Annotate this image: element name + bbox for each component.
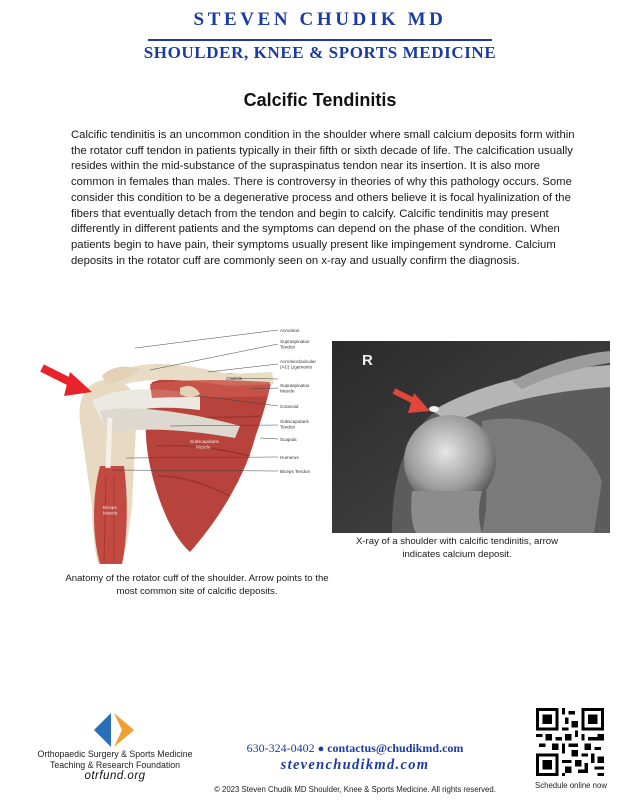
label-supraspinatus-tendon: Supraspinatus — [280, 339, 310, 344]
label-biceps-tendon: Biceps Tendon — [280, 469, 311, 474]
email-link[interactable]: contactus@chudikmd.com — [327, 741, 464, 755]
shoulder-xray-image — [332, 341, 610, 533]
brand-name: STEVEN CHUDIK MD — [193, 9, 447, 30]
label-coracoid: Coracoid — [280, 404, 299, 409]
label-clavicle: Clavicle — [226, 376, 243, 381]
header-divider — [148, 39, 492, 41]
foundation-name: Orthopaedic Surgery & Sports Medicine Teaching & Research Foundation — [37, 749, 193, 770]
label-biceps-muscle-2: Muscle — [103, 510, 118, 516]
contact-line — [200, 741, 510, 756]
phone-link[interactable]: 630-324-0402 — [246, 741, 315, 755]
separator-bullet: ● — [317, 743, 325, 755]
label-subscapularis-muscle-2: Muscle — [196, 444, 211, 450]
label-subscapularis-tendon-2: Tendon — [280, 424, 296, 430]
xray-caption: X-ray of a shoulder with calcific tendinitis, arrow indicates calcium deposit. — [355, 536, 559, 560]
label-humerus: Humerus — [280, 455, 299, 460]
xray-side-marker: R — [362, 352, 373, 369]
label-ac-ligaments-2: (AC) Ligaments — [280, 364, 312, 370]
label-supraspinatus-muscle-2: Muscle — [280, 388, 295, 394]
label-ac-ligaments: Acromioclavicular — [280, 359, 316, 364]
foundation-logo-icon — [92, 711, 136, 749]
label-supraspinatus-muscle: Supraspinatus — [280, 383, 310, 388]
website-link[interactable]: stevenchudikmd.com — [280, 757, 430, 773]
label-scapula: Scapula — [280, 437, 297, 442]
anatomy-caption: Anatomy of the rotator cuff of the shoulder. Arrow points to the most common site of calcific deposits. — [65, 573, 329, 597]
page-title: Calcific Tendinitis — [243, 90, 397, 110]
label-acromion: Acromion — [280, 328, 300, 333]
qr-caption: Schedule online now — [535, 781, 607, 790]
calcific-deposit-arrow — [42, 368, 92, 396]
label-subscapularis-muscle: Subscapularis — [190, 439, 219, 444]
foundation-url-link[interactable]: otrfund.org — [84, 770, 146, 782]
brand-subtitle: SHOULDER, KNEE & SPORTS MEDICINE — [143, 43, 497, 62]
article-body: Calcific tendinitis is an uncommon condition in the shoulder where small calcium deposits form within the rotator cuff tendon in patients typically in their fifth or sixth decade of life. The calcification usually resides within the mid-substance of the supraspinatus tendon near its insertion. It is also more common in females than males. There is controversy in theories of why this pathology occurs. Some consider this condition to be a degenerative process and others believe it is focal hyalinization of the fibers that eventually detach from the tendon and begin to calcify. Calcific tendinitis may present differently in different patients and the symptoms can depend on the phase of the condition. When patients begin to have pain, their symptoms usually present like impingement syndrome. Calcium deposits in the rotator cuff are commonly seen on x-ray and usually confirm the diagnosis. — [71, 129, 575, 267]
label-supraspinatus-tendon-2: Tendon — [280, 344, 296, 350]
copyright-notice: © 2023 Steven Chudik MD Shoulder, Knee & Sports Medicine. All rights reserved. — [214, 785, 496, 794]
label-subscapularis-tendon: Subscapularis — [280, 419, 309, 424]
rotator-cuff-anatomy-illustration — [40, 326, 340, 566]
label-biceps-muscle: Biceps — [103, 505, 117, 510]
qr-code-icon[interactable] — [536, 708, 604, 776]
